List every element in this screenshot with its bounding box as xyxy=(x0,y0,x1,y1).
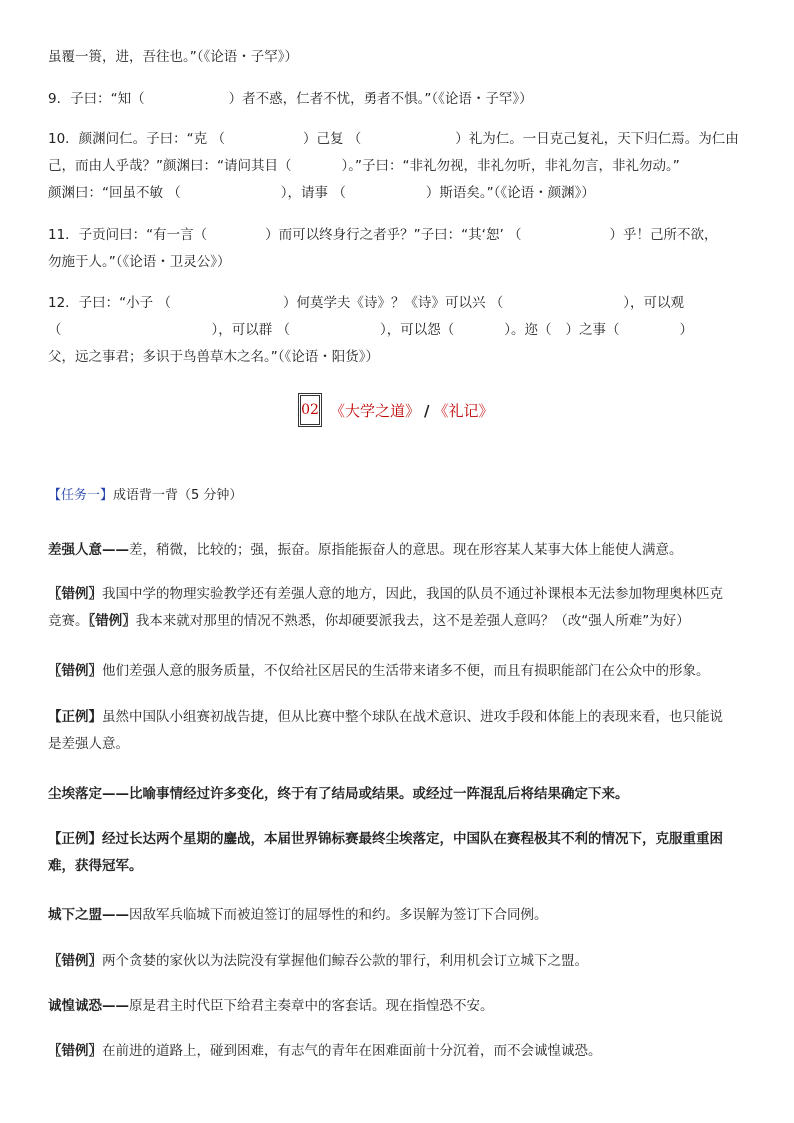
text: 是差强人意。 xyxy=(48,736,129,752)
text: ），可以怨（ xyxy=(380,322,455,338)
text: 他们差强人意的服务质量，不仅给社区居民的生活带来诸多不便，而且有损职能部门在公众中的形象。 xyxy=(102,663,710,679)
text: 12．子曰：“小子 （ xyxy=(48,295,171,311)
idiom-entry xyxy=(48,540,683,560)
text: ），请事 （ xyxy=(280,185,346,201)
text: 虽覆一篑，进，吾往也。”（《论语・子罕》） xyxy=(48,49,298,65)
task-text: 成语背一背（5 分钟） xyxy=(113,488,243,503)
correct-example-line-2 xyxy=(48,734,129,754)
text: ）乎！己所不欲， xyxy=(609,227,718,243)
text: 己，而由人乎哉？”颜渊曰：“请问其目（ xyxy=(48,158,292,174)
text: 9．子曰：“知（ xyxy=(48,91,145,107)
correct-example xyxy=(48,707,723,727)
text: ）者不惑，仁者不忧，勇者不惧。”（《论语・子罕》） xyxy=(228,91,533,107)
idiom-term: 城下之盟—— xyxy=(48,907,129,923)
section-title-b: 《礼记》 xyxy=(433,401,494,420)
section-title xyxy=(330,400,494,421)
text: ）己复 （ xyxy=(302,131,362,147)
text: ）礼为仁。一日克己复礼，天下归仁焉。为仁由 xyxy=(455,131,739,147)
correct-example-tag: 【正例】 xyxy=(48,709,102,725)
wrong-example-tag: 〖错例〗 xyxy=(48,953,102,969)
text: 虽然中国队小组赛初战告捷，但从比赛中整个球队在战术意识、进攻手段和体能上的表现来看，也只能说 xyxy=(102,709,723,725)
idiom-definition: 差，稍微，比较的；强，振奋。原指能振奋人的意思。现在形容某人某事大体上能使人满意。 xyxy=(129,542,683,558)
text-line xyxy=(48,47,298,67)
question-12-line-2 xyxy=(48,320,693,340)
wrong-example xyxy=(48,661,710,681)
idiom-entry xyxy=(48,996,494,1016)
correct-example-tag: 【正例】 xyxy=(48,831,102,847)
text: 经过长达两个星期的鏖战，本届世界锦标赛最终尘埃落定，中国队在赛程极其不利的情况下，克服重重困 xyxy=(102,831,723,847)
wrong-example xyxy=(48,951,588,971)
text: ）之事（ xyxy=(565,322,620,338)
question-10-line-2 xyxy=(48,156,680,176)
question-11-line-2 xyxy=(48,252,231,272)
idiom-entry xyxy=(48,905,548,925)
text: ）。迩（ xyxy=(504,322,552,338)
question-11 xyxy=(48,225,718,245)
text: 两个贪婪的家伙以为法院没有掌握他们鲸吞公款的罪行，利用机会订立城下之盟。 xyxy=(102,953,588,969)
correct-example xyxy=(48,829,723,849)
wrong-example-line-2 xyxy=(48,611,690,631)
text: ）斯语矣。”（《论语・颜渊》） xyxy=(425,185,595,201)
text: 颜渊曰：“回虽不敏 （ xyxy=(48,185,181,201)
section-heading xyxy=(298,392,494,428)
text: 我本来就对那里的情况不熟悉，你却硬要派我去，这不是差强人意吗？（改“强人所难”为好） xyxy=(135,613,690,629)
wrong-example-tag: 〖错例〗 xyxy=(88,613,136,629)
text: 我国中学的物理实验教学还有差强人意的地方，因此，我国的队员不通过补课根本无法参加物理奥林匹克 xyxy=(102,586,723,602)
section-number: 02 xyxy=(301,402,319,418)
section-title-slash: / xyxy=(424,401,430,420)
section-number-box xyxy=(298,393,322,427)
wrong-example-tag: 〖错例〗 xyxy=(48,1043,102,1059)
text: ），可以观 xyxy=(623,295,685,311)
text: （ xyxy=(48,322,62,338)
text: ）。”子曰：“非礼勿视，非礼勿听，非礼勿言，非礼勿动。” xyxy=(341,158,680,174)
wrong-example xyxy=(48,584,723,604)
idiom-definition: 原是君主时代臣下给君主奏章中的客套话。现在指惶恐不安。 xyxy=(129,998,494,1014)
task-heading xyxy=(48,486,242,506)
text: 竞赛。 xyxy=(48,613,89,629)
task-label: 【任务一】 xyxy=(48,488,114,503)
text: ）而可以终身行之者乎？”子曰：“其‘恕’ （ xyxy=(265,227,522,243)
idiom-entry xyxy=(48,784,629,804)
section-title-a: 《大学之道》 xyxy=(330,401,421,420)
idiom-definition: 因敌军兵临城下而被迫签订的屈辱性的和约。多误解为签订下合同例。 xyxy=(129,907,548,923)
wrong-example-tag: 〖错例〗 xyxy=(48,663,102,679)
wrong-example-tag: 〖错例〗 xyxy=(48,586,102,602)
text: 勿施于人。”（《论语・卫灵公》） xyxy=(48,254,231,270)
text: 11．子贡问曰：“有一言（ xyxy=(48,227,208,243)
text: 难，获得冠军。 xyxy=(48,858,143,874)
text: ） xyxy=(679,322,694,338)
question-12-line-3 xyxy=(48,347,379,367)
text: 在前进的道路上，碰到困难，有志气的青年在困难面前十分沉着，而不会诚惶诚恐。 xyxy=(102,1043,602,1059)
text: 父，远之事君；多识于鸟兽草木之名。”（《论语・阳货》） xyxy=(48,349,379,365)
wrong-example xyxy=(48,1041,602,1061)
question-10-line-3 xyxy=(48,183,595,203)
idiom-line: 尘埃落定——比喻事情经过许多变化，终于有了结局或结果。或经过一阵混乱后将结果确定下来。 xyxy=(48,786,629,802)
question-10 xyxy=(48,129,739,149)
idiom-term: 差强人意—— xyxy=(48,542,129,558)
question-12 xyxy=(48,293,684,313)
idiom-term: 诚惶诚恐—— xyxy=(48,998,129,1014)
text: 10．颜渊问仁。子曰：“克 （ xyxy=(48,131,225,147)
text: ）何莫学夫《诗》？《诗》可以兴 （ xyxy=(282,295,504,311)
text: ），可以群 （ xyxy=(211,322,291,338)
correct-example-line-2 xyxy=(48,856,143,876)
question-9 xyxy=(48,89,533,109)
